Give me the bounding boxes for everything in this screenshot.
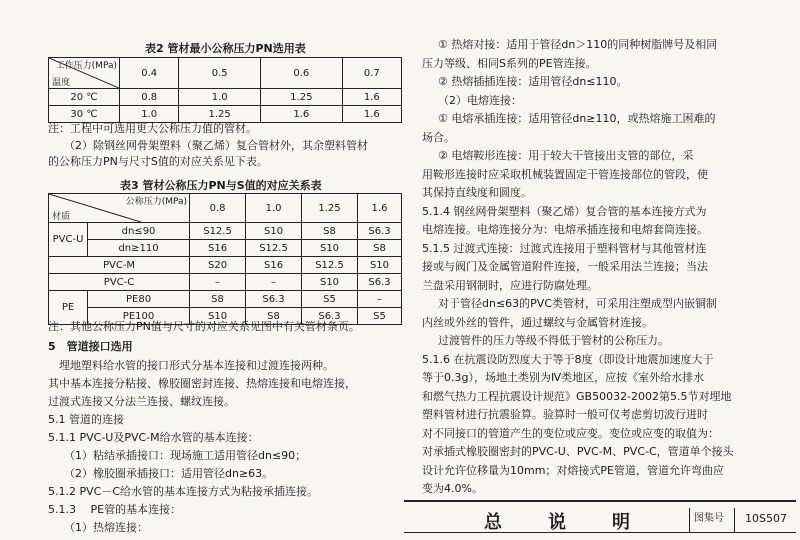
- note-1: 注：工程中可选用更大公称压力值的管材。: [48, 122, 257, 135]
- paragraph: 过渡式连接又分法兰连接、螺纹连接。: [48, 395, 235, 408]
- paragraph-line: 设计允许位移量为10mm；对熔接式PE管道，管道允许弯曲应: [422, 463, 725, 477]
- paragraph-line: 5.1.5 过渡式连接：过渡式连接用于塑料管材与其他管材连: [422, 241, 707, 255]
- table-row: PVC-C – – S10 S6.3: [49, 274, 402, 291]
- paragraph-line: 变为4.0%。: [422, 482, 483, 495]
- paragraph-line: ② 热熔插插连接：适用管径dn≤110。: [438, 75, 628, 88]
- table2-caption: 表2 管材最小公称压力PN选用表: [145, 42, 306, 55]
- table-row: 20 ℃ 0.8 1.0 1.25 1.6: [49, 89, 402, 106]
- paragraph: 5.1.3 PE管的基本连接：: [48, 503, 182, 516]
- note-2: 注：其他公称压力PN值与尺寸的对应关系见图中有关管材条页。: [48, 320, 360, 333]
- table3-header-corner: 公称压力(MPa) 材质: [49, 194, 190, 223]
- paragraph-line: 塑料管材进行抗震验算。验算时一般可仅考虑剪切波行进时: [422, 408, 708, 421]
- paragraph: 5.1.1 PVC-U及PVC-M给水管的基本连接：: [48, 431, 259, 444]
- table2-col: 0.5: [179, 58, 261, 89]
- paragraph: （2）橡胶圈承插接口：适用管径dn≥63。: [64, 467, 274, 480]
- paragraph-line: 对不同接口的管道产生的变位或应变。变位或应变的取值为：: [422, 426, 719, 440]
- table-row: PE100 S10 S8 S6.3 S5: [49, 308, 402, 325]
- paragraph: 其中基本连接分粘接、橡胶圈密封连接、热熔连接和电熔连接，: [48, 377, 356, 390]
- table2-header-corner: 工作压力(MPa) 温度: [49, 58, 120, 89]
- paragraph: （1）粘结承插接口：现场施工适用管径dn≤90；: [64, 449, 307, 462]
- drawing-title: 总 说 明: [484, 512, 644, 533]
- table-row: 30 ℃ 1.0 1.25 1.6 1.6: [49, 106, 402, 123]
- paragraph: 埋地塑料给水管的接口形式分基本连接和过渡连接两种。: [48, 359, 334, 372]
- paragraph-line: ① 电熔承插连接：适用管径dn≥110，或热熔施工困难的: [438, 112, 716, 125]
- paragraph-line: 对于管径dn≤63的PVC类管材，可采用注塑成型内嵌铜制: [438, 297, 718, 310]
- table-row: PVC-U dn≤90 S12.5 S10 S8 S6.3: [49, 223, 402, 240]
- table2: [48, 57, 402, 123]
- paragraph-line: ② 电熔鞍形连接：用于较大干管接出支管的部位，采: [438, 149, 694, 162]
- paragraph-line: 接或与阀门及金属管道附件连接，一般采用法兰连接；当法: [422, 260, 708, 273]
- table3-col: 0.8: [190, 194, 246, 223]
- table2-col: 0.4: [120, 58, 179, 89]
- table-row: PE PE80 S8 S6.3 S5 –: [49, 291, 402, 308]
- paragraph-line: （2）电熔连接：: [438, 93, 522, 107]
- paragraph: （1）热熔连接：: [64, 521, 148, 534]
- paragraph-line: 内丝或外丝的管件，通过螺纹与金属管材连接。: [422, 315, 653, 329]
- paragraph-line: ① 热熔对接：适用于管径dn＞110的同种树脂牌号及相同: [438, 38, 718, 51]
- table3-col: 1.25: [302, 194, 358, 223]
- paragraph-line: 等于0.3g），场地土类别为Ⅳ类地区，应按《室外给水排水: [422, 371, 705, 384]
- paragraph-line: 压力等级、相同S系列的PE管连接。: [422, 56, 597, 70]
- table2-col: 0.6: [260, 58, 342, 89]
- title-block: [404, 500, 796, 539]
- paragraph-line: 其保持直线度和圆度。: [422, 186, 532, 199]
- paragraph: （2）除钢丝网骨架塑料（聚乙烯）复合管材外，其余塑料管材: [64, 139, 368, 152]
- paragraph: 5.1 管道的连接: [48, 413, 124, 426]
- section-heading: 5 管道接口选用: [48, 340, 133, 353]
- table3-col: 1.6: [358, 194, 402, 223]
- table3-caption: 表3 管材公称压力PN与S值的对应关系表: [120, 179, 322, 192]
- paragraph-line: 5.1.6 在抗震设防烈度大于等于8度（即设计地震加速度大于: [422, 352, 714, 366]
- paragraph-line: 和燃气热力工程抗震设计规范》GB50032-2002第5.5节对埋地: [422, 389, 732, 403]
- table-row: dn≥110 S16 S12.5 S10 S8: [49, 240, 402, 257]
- paragraph: 的公称压力PN与尺寸S值的对应关系见下表。: [48, 155, 268, 168]
- paragraph-line: 电熔连接。电熔连接分为：电熔承插连接和电熔套筒连接。: [422, 223, 708, 236]
- paragraph-line: 场合。: [422, 130, 455, 144]
- atlas-number: 10S507: [734, 508, 787, 532]
- signature-row: [404, 532, 796, 540]
- paragraph: 5.1.2 PVC－C给水管的基本连接方式为粘接承插连接。: [48, 485, 319, 498]
- paragraph-line: 过渡管件的压力等级不得低于管材的公称压力。: [438, 334, 669, 347]
- table2-col: 0.7: [342, 58, 401, 89]
- paragraph-line: 5.1.4 钢丝网骨架塑料（聚乙烯）复合管的基本连接方式为: [422, 204, 707, 218]
- paragraph-line: 用鞍形连接时应采取机械装置固定干管连接部位的管段，使: [422, 167, 708, 181]
- table3-col: 1.0: [246, 194, 302, 223]
- paragraph-line: 对承插式橡胶圈密封的PVC-U、PVC-M、PVC-C，管道单个接头: [422, 445, 734, 458]
- atlas-number-label: 图集号: [689, 508, 724, 532]
- table3: [48, 193, 402, 325]
- paragraph-line: 兰盘采用钢制时，应进行防腐处理。: [422, 278, 598, 292]
- table-row: PVC-M S20 S16 S12.5 S10: [49, 257, 402, 274]
